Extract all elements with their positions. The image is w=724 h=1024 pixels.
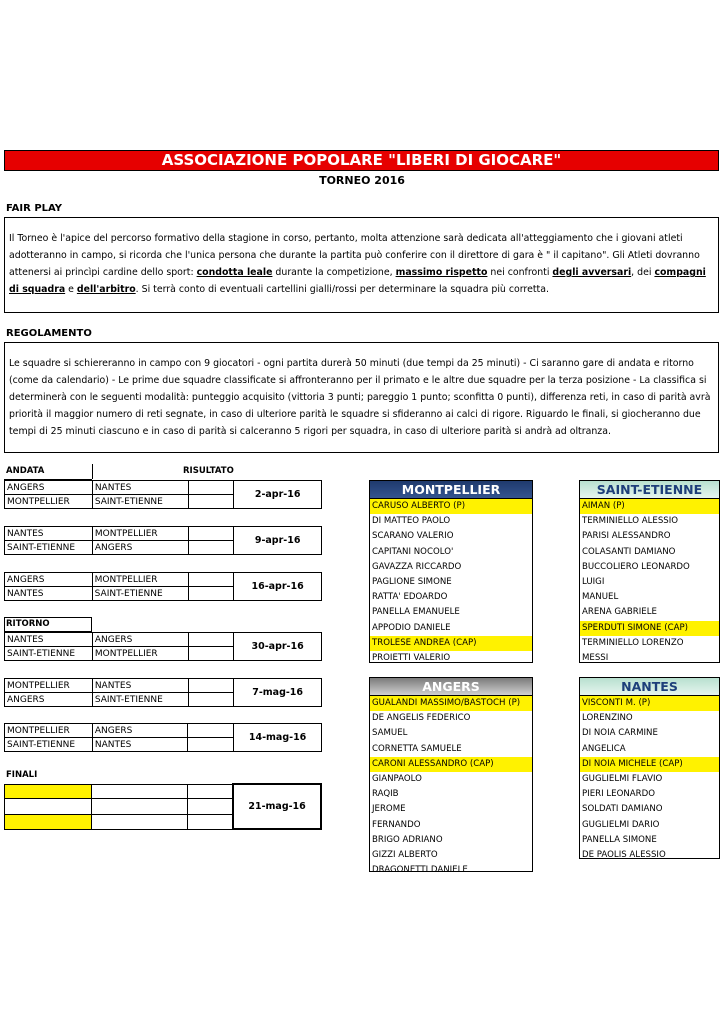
player-row: MANUEL: [582, 592, 619, 603]
player-row: GIZZI ALBERTO: [372, 849, 438, 860]
match-day-1: [4, 480, 322, 509]
player-row: LUIGI: [582, 576, 605, 587]
fair-play-emphasis-2: massimo rispetto: [395, 267, 488, 278]
home-team: SAINT-ETIENNE: [5, 541, 93, 555]
away-team: SAINT-ETIENNE: [92, 693, 188, 707]
result-cell[interactable]: [188, 481, 234, 495]
fair-play-emphasis-3: degli avversari: [552, 267, 632, 278]
fair-play-text-1: Il Torneo è l'apice del percorso formativo della stagione in corso, pertanto, molta attenzione sarà dedicata all'atteggiamento che i giovani atleti adotteranno in campo, si ricorda che l'unica persona che durante la partita può conferire con il direttore di gara è " il capitano". Gli Atleti dovranno attenersi ai princìpi cardine dello sport:: [9, 233, 700, 278]
player-row: GUGLIELMI FLAVIO: [582, 773, 663, 784]
result-cell[interactable]: [188, 495, 234, 509]
final-spacer-b: [92, 799, 187, 815]
player-row: PROIETTI VALERIO: [372, 652, 451, 663]
andata-divider-v: [92, 464, 93, 479]
final-2-score[interactable]: [187, 814, 233, 829]
player-row: FERNANDO: [372, 819, 421, 830]
result-cell[interactable]: [188, 679, 234, 693]
team-nantes-name: NANTES: [580, 678, 719, 696]
final-2-team-a[interactable]: [5, 814, 92, 829]
player-row: ANGELICA: [582, 743, 626, 754]
regolamento-box: [4, 342, 719, 453]
player-row: PANELLA SIMONE: [582, 834, 657, 845]
player-row: PIERI LEONARDO: [582, 789, 656, 800]
result-cell[interactable]: [188, 573, 234, 587]
match-date: 16-apr-16: [234, 573, 322, 601]
match-day-5: [4, 678, 322, 707]
regolamento-text: Le squadre si schiereranno in campo con 9 giocatori - ogni partita durerà 50 minuti (due tempi da 25 minuti) - Ci saranno gare di andata e ritorno (come da calendario) - Le prime due squadre classificate si affronteranno per il primato e le altre due squadre per la terza posizione - La classifica si determinerà con le seguenti modalità: punteggio acquisito (vittoria 3 punti; pareggio 1 punto; sconfitta 0 punti), differenza reti, in caso di parità avrà priorità il maggior numero di reti segnate, in caso di ulteriore parità le squadre si sfideranno ai calci di rigore. Riguardo le finali, si giocheranno due tempi di 25 minuti ciascuno e in caso di parità si calceranno 5 rigori per squadra, in caso di ulteriore parità si andrà ad oltranza.: [9, 358, 711, 437]
player-row: DI MATTEO PAOLO: [372, 516, 451, 527]
away-team: NANTES: [92, 481, 188, 495]
final-date: 21-mag-16: [233, 784, 321, 829]
home-team: SAINT-ETIENNE: [5, 738, 93, 752]
match-date: 2-apr-16: [234, 481, 322, 509]
home-team: ANGERS: [5, 573, 93, 587]
player-row: CARONI ALESSANDRO (CAP): [370, 757, 532, 772]
risultato-label: RISULTATO: [183, 466, 234, 476]
player-row: CAPITANI NOCOLO': [372, 546, 454, 557]
player-row: APPODIO DANIELE: [372, 622, 451, 633]
home-team: MONTPELLIER: [5, 724, 93, 738]
player-row: PARISI ALESSANDRO: [582, 531, 671, 542]
away-team: MONTPELLIER: [92, 647, 188, 661]
fair-play-text-5: e: [65, 284, 77, 295]
player-row: LORENZINO: [582, 713, 633, 724]
fair-play-text-6: . Si terrà conto di eventuali cartellini gialli/rossi per determinare la squadra più corretta.: [135, 284, 549, 295]
home-team: SAINT-ETIENNE: [5, 647, 93, 661]
player-row: ARENA GABRIELE: [582, 607, 657, 618]
match-day-4: [4, 632, 322, 661]
result-cell[interactable]: [188, 724, 234, 738]
player-row: SAMUEL: [372, 728, 408, 739]
away-team: NANTES: [92, 679, 188, 693]
home-team: NANTES: [5, 527, 93, 541]
fair-play-text-2: durante la competizione,: [272, 267, 396, 278]
away-team: ANGERS: [92, 724, 188, 738]
player-row: DI NOIA MICHELE (CAP): [580, 757, 719, 772]
away-team: MONTPELLIER: [92, 527, 188, 541]
player-row: CORNETTA SAMUELE: [372, 743, 462, 754]
player-row: GUALANDI MASSIMO/BASTOCH (P): [370, 696, 532, 711]
ritorno-label-frame: [4, 617, 92, 632]
player-row: DE ANGELIS FEDERICO: [372, 713, 471, 724]
away-team: NANTES: [92, 738, 188, 752]
team-nantes-roster: [579, 677, 720, 859]
team-angers-roster: [369, 677, 533, 876]
result-cell[interactable]: [188, 527, 234, 541]
ritorno-label: RITORNO: [6, 619, 50, 629]
player-row: CARUSO ALBERTO (P): [370, 499, 532, 514]
player-row: DI NOIA CARMINE: [582, 728, 658, 739]
finali-label: FINALI: [6, 770, 38, 780]
player-row: SCARANO VALERIO: [372, 531, 454, 542]
team-montpellier-name: MONTPELLIER: [370, 481, 532, 499]
away-team: ANGERS: [92, 633, 188, 647]
player-row: SPERDUTI SIMONE (CAP): [580, 621, 719, 636]
match-date: 30-apr-16: [234, 633, 322, 661]
player-row: TERMINIELLO LORENZO: [582, 637, 684, 648]
fair-play-text-4: , dei: [631, 267, 655, 278]
match-day-3: [4, 572, 322, 601]
player-row: PANELLA EMANUELE: [372, 607, 460, 618]
regolamento-heading: REGOLAMENTO: [6, 328, 92, 339]
page-title: ASSOCIAZIONE POPOLARE "LIBERI DI GIOCARE": [4, 150, 719, 171]
team-montpellier-roster: [369, 480, 533, 663]
player-row: BUCCOLIERO LEONARDO: [582, 561, 690, 572]
player-row: DE PAOLIS ALESSIO: [582, 849, 666, 860]
result-cell[interactable]: [188, 693, 234, 707]
player-row: TERMINIELLO ALESSIO: [582, 516, 679, 527]
player-row: TROLESE ANDREA (CAP): [370, 636, 532, 651]
player-row: BRIGO ADRIANO: [372, 834, 443, 845]
player-row: JEROME: [372, 804, 406, 815]
team-saint-etienne-roster: [579, 480, 720, 663]
result-cell[interactable]: [188, 633, 234, 647]
fair-play-emphasis-4: compagni di squadra: [9, 267, 706, 295]
match-date: 14-mag-16: [234, 724, 322, 752]
team-saint-etienne-name: SAINT-ETIENNE: [580, 481, 719, 499]
fair-play-box: [4, 217, 719, 313]
match-date: 9-apr-16: [234, 527, 322, 555]
result-cell[interactable]: [188, 587, 234, 601]
home-team: NANTES: [5, 633, 93, 647]
away-team: SAINT-ETIENNE: [92, 495, 188, 509]
player-row: DRAGONETTI DANIELE: [372, 865, 468, 876]
team-angers-name: ANGERS: [370, 678, 532, 696]
final-spacer-c: [187, 799, 233, 815]
home-team: ANGERS: [5, 693, 93, 707]
match-day-2: [4, 526, 322, 555]
final-1-team-b[interactable]: [92, 784, 187, 799]
home-team: MONTPELLIER: [5, 495, 93, 509]
away-team: ANGERS: [92, 541, 188, 555]
fair-play-text-3: nei confronti: [487, 267, 553, 278]
result-cell[interactable]: [188, 541, 234, 555]
result-cell[interactable]: [188, 647, 234, 661]
finals-table: [4, 783, 322, 830]
away-team: SAINT-ETIENNE: [92, 587, 188, 601]
player-row: SOLDATI DAMIANO: [582, 804, 663, 815]
andata-label: ANDATA: [6, 466, 45, 476]
away-team: MONTPELLIER: [92, 573, 188, 587]
tournament-subtitle: TORNEO 2016: [319, 174, 405, 187]
player-row: GUGLIELMI DARIO: [582, 819, 660, 830]
final-1-team-a[interactable]: [5, 784, 92, 799]
player-row: COLASANTI DAMIANO: [582, 546, 676, 557]
final-2-team-b[interactable]: [92, 814, 187, 829]
fair-play-emphasis-5: dell'arbitro: [76, 284, 136, 295]
player-row: GIANPAOLO: [372, 773, 422, 784]
final-spacer-a: [5, 799, 92, 815]
result-cell[interactable]: [188, 738, 234, 752]
player-row: PAGLIONE SIMONE: [372, 576, 452, 587]
home-team: NANTES: [5, 587, 93, 601]
match-day-6: [4, 723, 322, 752]
final-1-score[interactable]: [187, 784, 233, 799]
player-row: AIMAN (P): [580, 499, 719, 514]
player-row: RAQIB: [372, 789, 399, 800]
player-row: MESSI: [582, 652, 609, 663]
home-team: MONTPELLIER: [5, 679, 93, 693]
player-row: GAVAZZA RICCARDO: [372, 561, 462, 572]
player-row: RATTA' EDOARDO: [372, 592, 448, 603]
match-date: 7-mag-16: [234, 679, 322, 707]
player-row: VISCONTI M. (P): [580, 696, 719, 711]
fair-play-emphasis-1: condotta leale: [196, 267, 273, 278]
fair-play-heading: FAIR PLAY: [6, 203, 63, 214]
home-team: ANGERS: [5, 481, 93, 495]
